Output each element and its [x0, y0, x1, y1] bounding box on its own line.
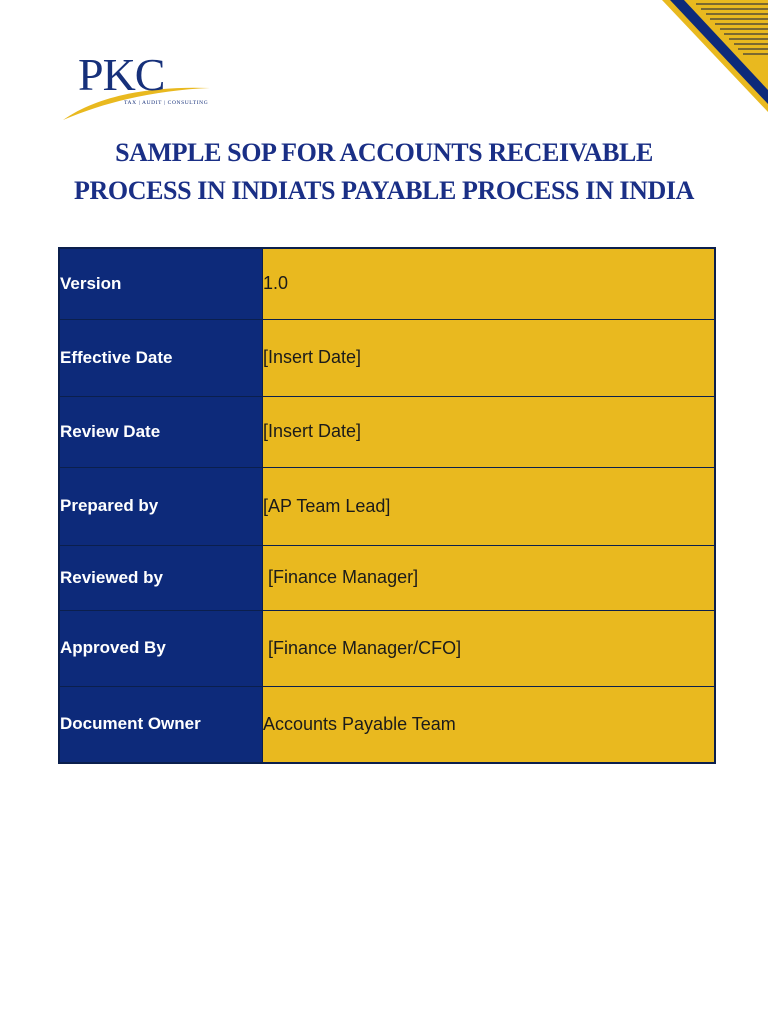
- row-label: Approved By: [59, 610, 263, 686]
- row-value: [Insert Date]: [263, 396, 716, 467]
- row-value: [Finance Manager/CFO]: [263, 610, 716, 686]
- logo-text: PKC: [78, 49, 165, 100]
- row-label: Review Date: [59, 396, 263, 467]
- row-label: Prepared by: [59, 467, 263, 545]
- row-label: Effective Date: [59, 319, 263, 396]
- table-row: [59, 248, 715, 319]
- row-value: 1.0: [263, 248, 716, 319]
- row-label: Document Owner: [59, 686, 263, 763]
- table-row: [59, 545, 715, 610]
- document-info-table: [58, 247, 716, 764]
- title-line-2: PROCESS IN INDIATS PAYABLE PROCESS IN INDIA: [74, 176, 694, 205]
- table-row: [59, 686, 715, 763]
- table-row: [59, 319, 715, 396]
- row-label: Version: [59, 248, 263, 319]
- row-label: Reviewed by: [59, 545, 263, 610]
- logo-tagline: TAX | AUDIT | CONSULTING: [124, 100, 209, 106]
- row-value: [Finance Manager]: [263, 545, 716, 610]
- table-row: [59, 467, 715, 545]
- table-row: [59, 610, 715, 686]
- title-line-1: SAMPLE SOP FOR ACCOUNTS RECEIVABLE: [115, 138, 653, 167]
- document-title: [20, 134, 748, 210]
- row-value: [Insert Date]: [263, 319, 716, 396]
- row-value: [AP Team Lead]: [263, 467, 716, 545]
- table-row: [59, 396, 715, 467]
- row-value: Accounts Payable Team: [263, 686, 716, 763]
- company-logo: [60, 50, 220, 125]
